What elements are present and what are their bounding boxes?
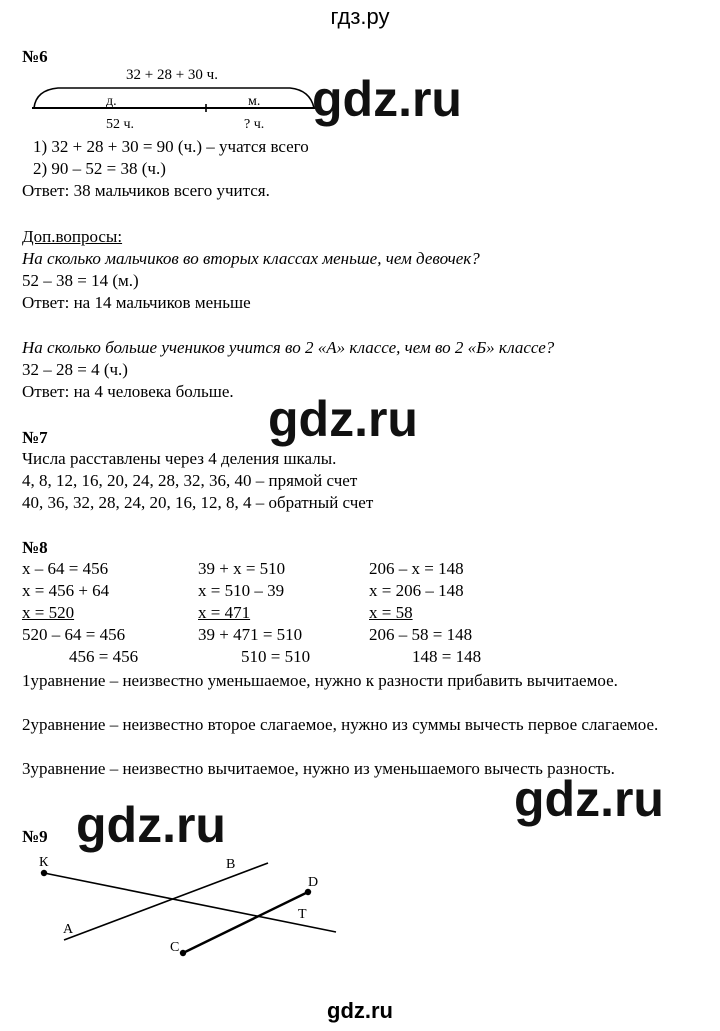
task6-heading: №6 [22,47,48,66]
line-ab [64,863,268,940]
eq3-line2: x = 206 – 148 [369,581,464,600]
diagram-below2-label: ? ч. [244,117,265,132]
label-k: К [39,855,49,870]
extra-question-1-calc: 52 – 38 = 14 (м.) [22,271,139,290]
watermark-2: gdz.ru [268,391,418,447]
eq3-solution: x = 58 [369,603,413,622]
task9-geometry-drawing [0,840,360,970]
site-header: гдз.ру [330,4,390,29]
label-t: Т [298,907,307,922]
task6-answer: Ответ: 38 мальчиков всего учится. [22,181,270,200]
extra-question-2: На сколько больше учеников учится во 2 «А» классе, чем во 2 «Б» классе? [22,338,555,357]
watermark-1: gdz.ru [312,71,462,127]
eq1-line2: x = 456 + 64 [22,581,110,600]
eq1-line1: x – 64 = 456 [22,559,109,578]
eq2-line2: x = 510 – 39 [198,581,285,600]
extra-question-2-answer: Ответ: на 4 человека больше. [22,382,234,401]
task7-heading: №7 [22,428,48,447]
eq1-explanation: 1уравнение – неизвестно уменьшаемое, нужно к разности прибавить вычитаемое. [22,671,618,690]
eq1-check: 520 – 64 = 456 [22,625,126,644]
eq3-explanation: 3уравнение – неизвестно вычитаемое, нужно из уменьшаемого вычесть разность. [22,759,615,778]
eq1-check-result: 456 = 456 [69,647,139,666]
label-a: А [63,922,74,937]
task7-line3: 40, 36, 32, 28, 24, 20, 16, 12, 8, 4 – обратный счет [22,493,374,512]
extra-question-2-calc: 32 – 28 = 4 (ч.) [22,360,128,379]
eq2-check-result: 510 = 510 [241,647,311,666]
task6-segment-diagram [20,62,320,134]
task8-heading: №8 [22,538,48,557]
watermark-4: gdz.ru [76,797,226,853]
watermark-3: gdz.ru [514,771,664,827]
label-c: С [170,940,180,955]
eq2-check: 39 + 471 = 510 [198,625,303,644]
eq3-check-result: 148 = 148 [412,647,482,666]
extra-question-1: На сколько мальчиков во вторых классах меньше, чем девочек? [22,249,480,268]
eq2-line1: 39 + x = 510 [198,559,286,578]
site-footer: gdz.ru [327,998,393,1023]
label-b: В [226,857,236,872]
point-k [41,870,47,876]
extra-questions-title: Доп.вопросы: [22,227,123,246]
point-c [180,950,186,956]
diagram-seg2-label: м. [248,94,261,109]
diagram-seg1-label: д. [106,94,117,109]
extra-question-1-answer: Ответ: на 14 мальчиков меньше [22,293,251,312]
task6-step2: 2) 90 – 52 = 38 (ч.) [33,159,166,178]
diagram-below1-label: 52 ч. [106,117,135,132]
task9-heading: №9 [22,827,48,846]
line-k [44,873,336,932]
eq3-line1: 206 – x = 148 [369,559,464,578]
task7-line2: 4, 8, 12, 16, 20, 24, 28, 32, 36, 40 – прямой счет [22,471,358,490]
label-d: D [308,875,319,890]
diagram-top-brace [34,88,314,108]
eq1-solution: x = 520 [22,603,75,622]
eq3-check: 206 – 58 = 148 [369,625,473,644]
eq2-explanation: 2уравнение – неизвестно второе слагаемое, нужно из суммы вычесть первое слагаемое. [22,715,659,734]
task6-step1: 1) 32 + 28 + 30 = 90 (ч.) – учатся всего [33,137,309,156]
eq2-solution: x = 471 [198,603,251,622]
task7-line1: Числа расставлены через 4 деления шкалы. [22,449,337,468]
diagram-top-expr: 32 + 28 + 30 ч. [126,67,218,83]
